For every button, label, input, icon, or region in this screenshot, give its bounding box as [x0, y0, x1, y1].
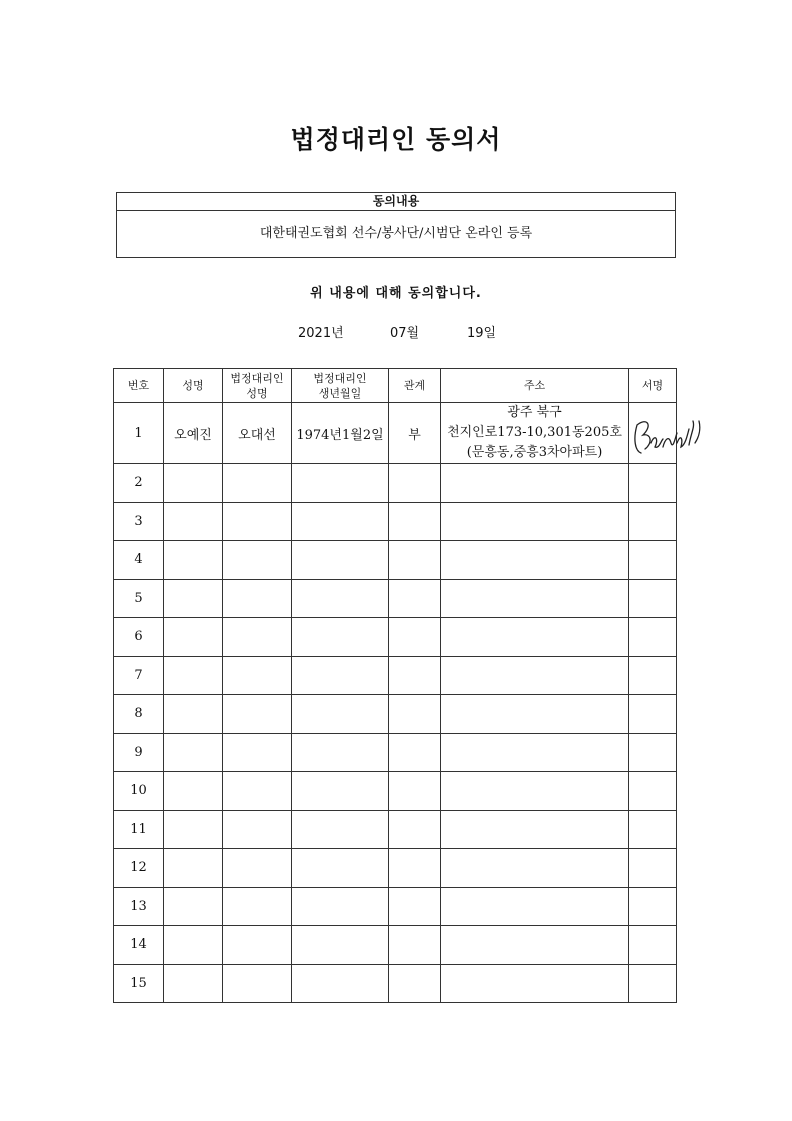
header-guardian-birth-line1: 법정대리인 — [313, 371, 367, 385]
cell-address — [441, 849, 629, 888]
cell-name — [164, 772, 223, 811]
cell-guardian-name — [223, 541, 292, 580]
cell-address — [441, 403, 629, 464]
cell-signature — [629, 733, 677, 772]
cell-signature — [629, 541, 677, 580]
cell-guardian-birth — [292, 656, 389, 695]
cell-relation — [389, 618, 441, 657]
signature-icon — [629, 403, 709, 463]
consent-header: 동의내용 — [117, 193, 675, 211]
cell-guardian-birth — [292, 579, 389, 618]
cell-signature — [629, 502, 677, 541]
cell-signature — [629, 656, 677, 695]
header-relation: 관계 — [389, 369, 441, 403]
cell-guardian-birth — [292, 926, 389, 965]
cell-guardian-name — [223, 926, 292, 965]
date-month: 07월 — [390, 326, 420, 341]
cell-guardian-name — [223, 887, 292, 926]
cell-name — [164, 964, 223, 1003]
table-row — [114, 656, 677, 695]
cell-relation — [389, 464, 441, 503]
header-guardian-name-line2: 성명 — [246, 386, 268, 400]
table-row — [114, 926, 677, 965]
cell-signature — [629, 810, 677, 849]
cell-relation — [389, 849, 441, 888]
cell-signature — [629, 926, 677, 965]
cell-guardian-birth — [292, 887, 389, 926]
header-address: 주소 — [441, 369, 629, 403]
cell-relation — [389, 502, 441, 541]
header-guardian-birth-line2: 생년월일 — [318, 386, 362, 400]
cell-guardian-name — [223, 502, 292, 541]
header-no: 번호 — [114, 369, 164, 403]
cell-signature — [629, 849, 677, 888]
address-line3: (문흥동,중흥3차아파트) — [466, 445, 603, 460]
cell-address — [441, 733, 629, 772]
table-row — [114, 964, 677, 1003]
cell-guardian-name — [223, 618, 292, 657]
cell-relation — [389, 579, 441, 618]
cell-no: 15 — [114, 964, 164, 1003]
cell-name — [164, 541, 223, 580]
table-row — [114, 695, 677, 734]
consent-box — [116, 192, 676, 258]
cell-guardian-birth — [292, 733, 389, 772]
cell-guardian-birth — [292, 502, 389, 541]
cell-address — [441, 926, 629, 965]
cell-no: 3 — [114, 502, 164, 541]
cell-signature — [629, 695, 677, 734]
cell-signature — [629, 887, 677, 926]
cell-no: 6 — [114, 618, 164, 657]
cell-no: 4 — [114, 541, 164, 580]
consent-body: 대한태권도협회 선수/봉사단/시범단 온라인 등록 — [259, 226, 533, 241]
cell-signature — [629, 618, 677, 657]
guardian-table — [113, 368, 677, 1003]
cell-address — [441, 772, 629, 811]
header-guardian-birth — [292, 369, 389, 403]
cell-address — [441, 618, 629, 657]
table-row — [114, 464, 677, 503]
cell-name — [164, 810, 223, 849]
cell-address — [441, 656, 629, 695]
cell-guardian-name — [223, 695, 292, 734]
cell-no: 1 — [114, 403, 164, 464]
cell-relation — [389, 887, 441, 926]
cell-guardian-birth — [292, 618, 389, 657]
cell-no: 8 — [114, 695, 164, 734]
cell-relation — [389, 964, 441, 1003]
cell-address — [441, 695, 629, 734]
cell-signature — [629, 464, 677, 503]
address-line1: 광주 북구 — [507, 405, 562, 420]
cell-name — [164, 733, 223, 772]
cell-no: 10 — [114, 772, 164, 811]
cell-address — [441, 541, 629, 580]
cell-no: 7 — [114, 656, 164, 695]
cell-signature — [629, 579, 677, 618]
table-row — [114, 541, 677, 580]
cell-guardian-birth: 1974년1월2일 — [292, 403, 389, 464]
table-header-row — [114, 369, 677, 403]
cell-relation: 부 — [389, 403, 441, 464]
cell-guardian-name — [223, 579, 292, 618]
cell-name — [164, 887, 223, 926]
cell-guardian-name — [223, 733, 292, 772]
cell-relation — [389, 772, 441, 811]
cell-no: 2 — [114, 464, 164, 503]
cell-name — [164, 618, 223, 657]
address-line2: 천지인로173-10,301동205호 — [447, 425, 622, 440]
header-guardian-name-line1: 법정대리인 — [230, 371, 284, 385]
agreement-statement: 위 내용에 대해 동의합니다. — [310, 286, 482, 301]
cell-address — [441, 502, 629, 541]
table-row — [114, 618, 677, 657]
cell-guardian-name — [223, 772, 292, 811]
cell-guardian-birth — [292, 695, 389, 734]
cell-guardian-birth — [292, 810, 389, 849]
header-signature: 서명 — [629, 369, 677, 403]
cell-name: 오예진 — [164, 403, 223, 464]
table-row — [114, 772, 677, 811]
cell-relation — [389, 695, 441, 734]
cell-name — [164, 849, 223, 888]
table-row — [114, 502, 677, 541]
cell-guardian-birth — [292, 849, 389, 888]
cell-address — [441, 810, 629, 849]
table-row — [114, 733, 677, 772]
cell-guardian-birth — [292, 541, 389, 580]
cell-name — [164, 656, 223, 695]
cell-no: 12 — [114, 849, 164, 888]
cell-guardian-birth — [292, 772, 389, 811]
cell-address — [441, 887, 629, 926]
cell-name — [164, 464, 223, 503]
cell-no: 13 — [114, 887, 164, 926]
cell-guardian-name — [223, 464, 292, 503]
date-year: 2021년 — [298, 326, 344, 341]
header-name: 성명 — [164, 369, 223, 403]
cell-no: 9 — [114, 733, 164, 772]
cell-no: 5 — [114, 579, 164, 618]
cell-address — [441, 464, 629, 503]
cell-relation — [389, 733, 441, 772]
cell-name — [164, 695, 223, 734]
cell-address — [441, 579, 629, 618]
table-row — [114, 887, 677, 926]
cell-guardian-name — [223, 810, 292, 849]
cell-guardian-name — [223, 964, 292, 1003]
cell-name — [164, 502, 223, 541]
cell-name — [164, 926, 223, 965]
cell-guardian-birth — [292, 464, 389, 503]
table-row — [114, 579, 677, 618]
cell-relation — [389, 541, 441, 580]
table-row — [114, 810, 677, 849]
cell-no: 11 — [114, 810, 164, 849]
cell-relation — [389, 926, 441, 965]
cell-relation — [389, 810, 441, 849]
cell-guardian-birth — [292, 964, 389, 1003]
cell-no: 14 — [114, 926, 164, 965]
cell-relation — [389, 656, 441, 695]
cell-signature — [629, 403, 677, 464]
cell-guardian-name: 오대선 — [223, 403, 292, 464]
cell-guardian-name — [223, 849, 292, 888]
date-day: 19일 — [467, 326, 497, 341]
table-row — [114, 403, 677, 464]
document-title: 법정대리인 동의서 — [290, 125, 502, 154]
table-row — [114, 849, 677, 888]
cell-name — [164, 579, 223, 618]
cell-signature — [629, 772, 677, 811]
cell-signature — [629, 964, 677, 1003]
header-guardian-name — [223, 369, 292, 403]
cell-guardian-name — [223, 656, 292, 695]
cell-address — [441, 964, 629, 1003]
